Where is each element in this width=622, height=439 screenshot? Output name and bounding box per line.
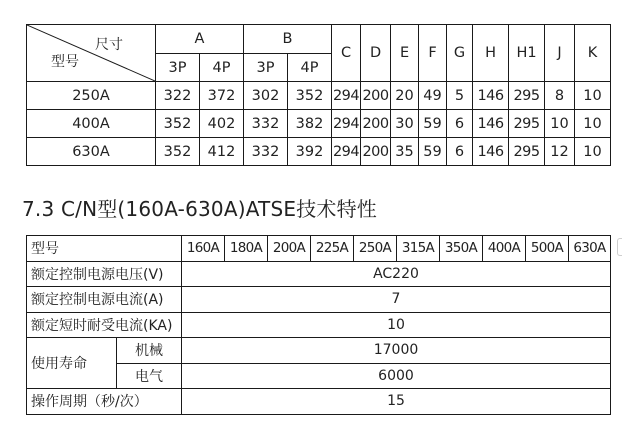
cell-k: 10 <box>575 138 611 166</box>
cell-b-4p: 352 <box>288 82 332 110</box>
cell-b-4p: 392 <box>288 138 332 166</box>
col-e-header: E <box>391 25 419 82</box>
short-time-label: 额定短时耐受电流(KA) <box>27 312 182 338</box>
current-rating: 315A <box>397 236 440 262</box>
model-label: 型号 <box>51 54 79 70</box>
electrical-label: 电气 <box>117 363 182 389</box>
mechanical-label: 机械 <box>117 338 182 364</box>
cell-h1: 295 <box>509 138 545 166</box>
table-row <box>27 261 611 287</box>
current-rating: 500A <box>526 236 569 262</box>
mechanical-value: 17000 <box>182 338 611 364</box>
col-f-header: F <box>419 25 447 82</box>
b-4p-header: 4P <box>288 54 332 82</box>
cell-e: 20 <box>391 82 419 110</box>
section-title: 7.3 C/N型(160A-630A)ATSE技术特性 <box>22 197 377 221</box>
table-row <box>27 138 611 166</box>
cell-a-3p: 352 <box>156 138 200 166</box>
cell-h1: 295 <box>509 110 545 138</box>
operation-cycle-label: 操作周期（秒/次） <box>27 389 182 415</box>
cell-h: 146 <box>473 138 509 166</box>
cell-d: 200 <box>361 110 391 138</box>
cell-h1: 295 <box>509 82 545 110</box>
cell-e: 35 <box>391 138 419 166</box>
b-3p-header: 3P <box>244 54 288 82</box>
current-rating: 180A <box>225 236 268 262</box>
cell-c: 294 <box>332 138 361 166</box>
short-time-value: 10 <box>182 312 611 338</box>
row-model: 400A <box>27 110 156 138</box>
group-a-header: A <box>156 25 244 54</box>
current-rating: 160A <box>182 236 225 262</box>
cell-a-4p: 402 <box>200 110 244 138</box>
dimensions-table <box>26 24 611 166</box>
cell-a-3p: 322 <box>156 82 200 110</box>
electrical-value: 6000 <box>182 363 611 389</box>
cell-e: 30 <box>391 110 419 138</box>
cell-b-3p: 302 <box>244 82 288 110</box>
cell-f: 59 <box>419 138 447 166</box>
cell-j: 12 <box>545 138 575 166</box>
col-d-header: D <box>361 25 391 82</box>
group-b-header: B <box>244 25 332 54</box>
service-life-label: 使用寿命 <box>27 338 117 389</box>
diagonal-divider <box>27 25 155 81</box>
diagonal-header-cell <box>27 25 156 82</box>
cell-h: 146 <box>473 82 509 110</box>
current-rating: 225A <box>311 236 354 262</box>
size-label: 尺寸 <box>95 37 123 53</box>
col-k-header: K <box>575 25 611 82</box>
page-edge-mark <box>617 238 622 256</box>
cell-h: 146 <box>473 110 509 138</box>
cell-d: 200 <box>361 82 391 110</box>
row-model: 250A <box>27 82 156 110</box>
spec-model-label: 型号 <box>27 236 182 262</box>
cell-b-3p: 332 <box>244 110 288 138</box>
voltage-label: 额定控制电源电压(V) <box>27 261 182 287</box>
atse-spec-table <box>26 235 611 415</box>
cell-g: 6 <box>447 110 473 138</box>
cell-a-3p: 352 <box>156 110 200 138</box>
current-rating: 350A <box>440 236 483 262</box>
col-g-header: G <box>447 25 473 82</box>
current-rating: 630A <box>569 236 611 262</box>
col-j-header: J <box>545 25 575 82</box>
col-c-header: C <box>332 25 361 82</box>
cell-b-4p: 382 <box>288 110 332 138</box>
a-4p-header: 4P <box>200 54 244 82</box>
table-row <box>27 287 611 313</box>
current-rating: 250A <box>354 236 397 262</box>
cell-g: 6 <box>447 138 473 166</box>
control-current-label: 额定控制电源电流(A) <box>27 287 182 313</box>
table-row <box>27 82 611 110</box>
table-row <box>27 389 611 415</box>
row-model: 630A <box>27 138 156 166</box>
a-3p-header: 3P <box>156 54 200 82</box>
cell-k: 10 <box>575 82 611 110</box>
col-h-header: H <box>473 25 509 82</box>
cell-k: 10 <box>575 110 611 138</box>
control-current-value: 7 <box>182 287 611 313</box>
col-h1-header: H1 <box>509 25 545 82</box>
cell-c: 294 <box>332 110 361 138</box>
cell-j: 8 <box>545 82 575 110</box>
cell-f: 49 <box>419 82 447 110</box>
cell-c: 294 <box>332 82 361 110</box>
table-row <box>27 236 611 262</box>
cell-g: 5 <box>447 82 473 110</box>
cell-j: 10 <box>545 110 575 138</box>
cell-b-3p: 332 <box>244 138 288 166</box>
cell-f: 59 <box>419 110 447 138</box>
current-rating: 200A <box>268 236 311 262</box>
voltage-value: AC220 <box>182 261 611 287</box>
current-rating: 400A <box>483 236 526 262</box>
table-row <box>27 110 611 138</box>
operation-cycle-value: 15 <box>182 389 611 415</box>
table-row <box>27 312 611 338</box>
table-row <box>27 338 611 364</box>
cell-a-4p: 412 <box>200 138 244 166</box>
cell-d: 200 <box>361 138 391 166</box>
cell-a-4p: 372 <box>200 82 244 110</box>
